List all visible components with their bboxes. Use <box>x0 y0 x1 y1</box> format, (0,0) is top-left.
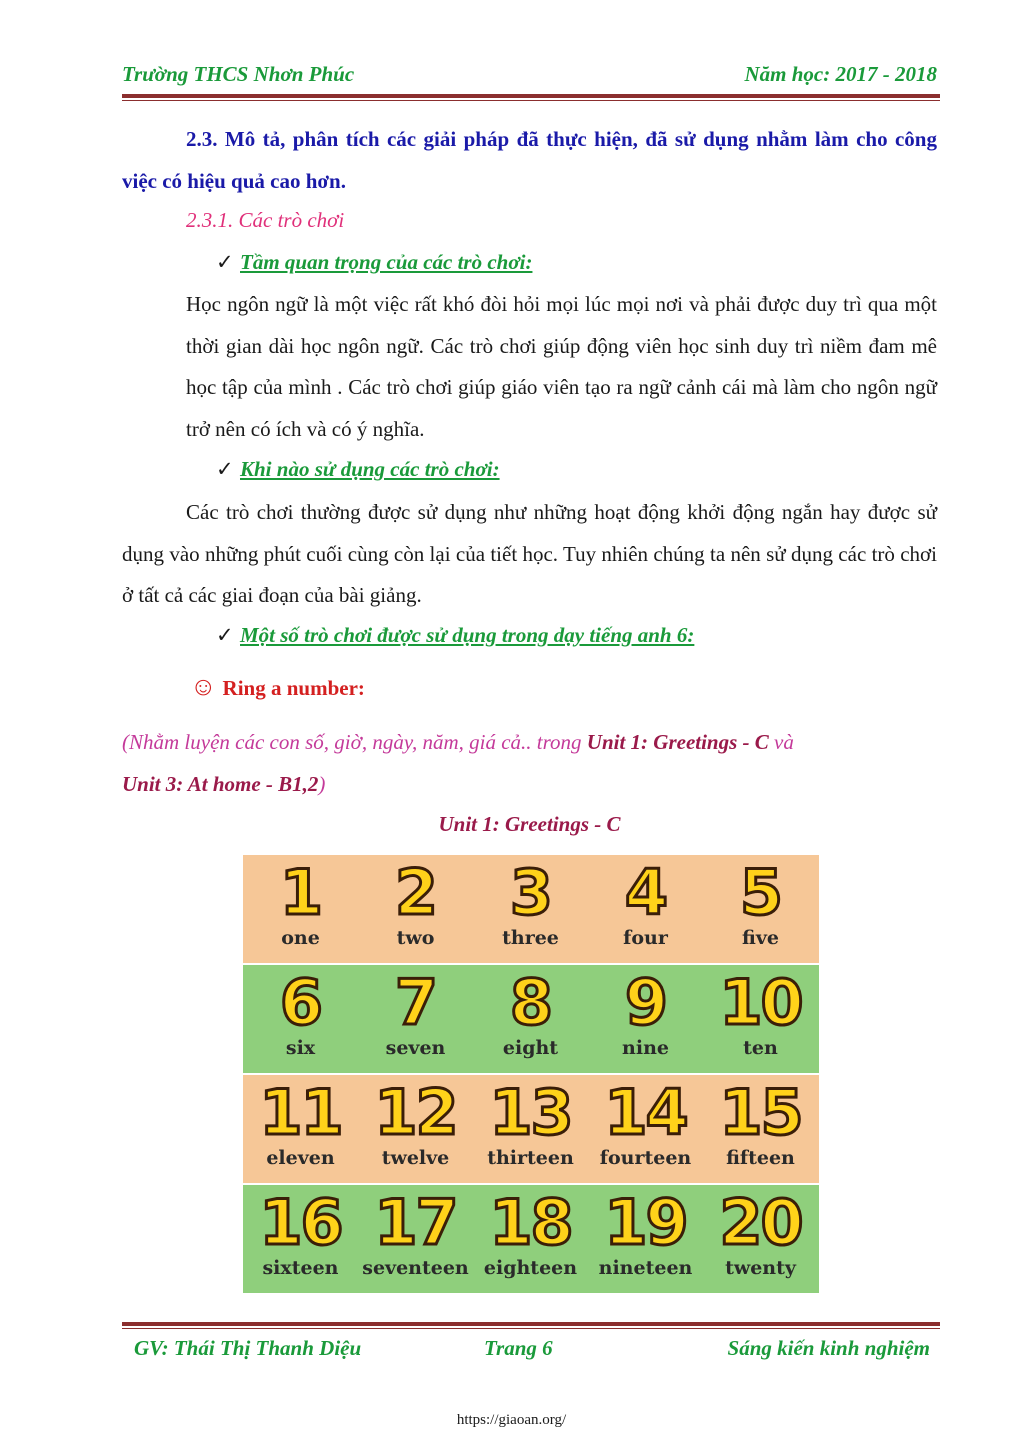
number-digit: 3 <box>509 856 552 929</box>
number-word: three <box>502 927 559 949</box>
number-word: four <box>623 927 668 949</box>
number-word: nineteen <box>598 1257 693 1279</box>
number-cell <box>358 1185 473 1293</box>
number-word: eleven <box>266 1147 335 1169</box>
number-cell <box>243 1185 358 1293</box>
number-word: six <box>285 1037 316 1059</box>
number-digit: 8 <box>509 966 552 1039</box>
number-cell <box>703 855 818 963</box>
header-rule <box>122 94 940 101</box>
page-header <box>122 62 937 92</box>
unit3-ref: Unit 3: At home - B1,2 <box>122 771 319 796</box>
source-url: https://giaoan.org/ <box>456 1412 567 1428</box>
number-digit: 13 <box>489 1076 572 1149</box>
document-type: Sáng kiến kinh nghiệm <box>727 1336 930 1360</box>
purpose-and: và <box>768 730 794 754</box>
number-cell <box>473 965 588 1073</box>
game-title <box>190 672 365 702</box>
number-cell <box>243 1075 358 1183</box>
number-digit: 10 <box>719 966 802 1039</box>
number-cell <box>358 855 473 963</box>
number-word: thirteen <box>487 1147 574 1169</box>
number-digit: 2 <box>394 856 437 929</box>
number-word: seventeen <box>362 1257 469 1279</box>
number-cell <box>243 965 358 1073</box>
number-cell <box>703 965 818 1073</box>
number-word: nine <box>622 1037 669 1059</box>
number-digit: 14 <box>604 1076 687 1149</box>
number-cell <box>588 965 703 1073</box>
school-name: Trường THCS Nhơn Phúc <box>122 62 355 86</box>
numbers-chart-image <box>243 852 819 1297</box>
number-word: seven <box>385 1037 446 1059</box>
item-label: Tầm quan trọng của các trò chơi: <box>240 250 533 274</box>
number-word: fourteen <box>599 1147 692 1169</box>
number-digit: 19 <box>604 1186 687 1259</box>
number-digit: 20 <box>719 1186 802 1259</box>
item-label: Khi nào sử dụng các trò chơi: <box>240 457 500 481</box>
number-word: ten <box>743 1037 778 1059</box>
number-word: five <box>742 927 779 949</box>
number-digit: 4 <box>624 856 667 929</box>
number-word: fifteen <box>726 1147 795 1169</box>
number-cell <box>473 1075 588 1183</box>
number-digit: 15 <box>719 1076 802 1149</box>
number-digit: 9 <box>624 966 667 1039</box>
number-digit: 17 <box>374 1186 457 1259</box>
number-word: eighteen <box>483 1257 578 1279</box>
checkmark-icon: ✓ <box>216 457 234 481</box>
number-digit: 12 <box>374 1076 457 1149</box>
number-cell <box>473 1185 588 1293</box>
number-cell <box>473 855 588 963</box>
checkmark-icon: ✓ <box>216 623 234 647</box>
number-cell <box>588 1075 703 1183</box>
number-cell <box>703 1075 818 1183</box>
section-heading: 2.3. Mô tả, phân tích các giải pháp đã thực hiện, đã sử dụng nhằm làm cho công việc có hiệu quả cao hơn. <box>122 127 937 193</box>
number-digit: 5 <box>739 856 782 929</box>
number-word: eight <box>502 1037 559 1059</box>
school-year: Năm học: 2017 - 2018 <box>744 62 937 86</box>
number-cell <box>358 1075 473 1183</box>
number-cell <box>588 855 703 963</box>
item-importance-text: Học ngôn ngữ là một việc rất khó đòi hỏi mọi lúc mọi nơi và phải được duy trì qua một thời gian dài học ngôn ngữ. Các trò chơi giúp động viên học sinh duy trì niềm đam mê học tập của mình . Các trò chơi giúp giáo viên tạo ra ngữ cảnh cái mà làm cho ngôn ngữ trở nên có ích và có ý nghĩa. <box>186 292 937 441</box>
unit1-ref: Unit 1: Greetings - C <box>586 730 769 754</box>
number-word: one <box>281 927 320 949</box>
game-title-text: Ring a number: <box>222 676 365 700</box>
section-subheading: 2.3.1. Các trò chơi <box>186 208 345 232</box>
footer-rule <box>122 1322 940 1329</box>
number-word: twenty <box>725 1257 796 1279</box>
purpose-close: ) <box>318 771 326 796</box>
item-when-to-use-text: Các trò chơi thường được sử dụng như những hoạt động khởi động ngắn hay được sử dụng vào những phút cuối cùng còn lại của tiết học. Tuy nhiên chúng ta nên sử dụng các trò chơi ở tất cả các giai đoạn của bài giảng. <box>122 500 937 607</box>
item-when-to-use <box>216 457 500 482</box>
number-word: sixteen <box>262 1257 339 1279</box>
item-label: Một số trò chơi được sử dụng trong dạy tiếng anh 6: <box>240 623 695 647</box>
number-cell <box>358 965 473 1073</box>
purpose-open: (Nhằm luyện các con số, giờ, ngày, năm, giá cả.. trong <box>122 730 587 754</box>
teacher-name: GV: Thái Thị Thanh Diệu <box>134 1336 362 1360</box>
item-games-list <box>216 623 694 648</box>
number-digit: 7 <box>394 966 437 1039</box>
number-digit: 1 <box>279 856 322 929</box>
number-digit: 11 <box>259 1076 342 1149</box>
smiley-icon: ☺ <box>190 672 217 701</box>
number-cell <box>588 1185 703 1293</box>
number-word: two <box>396 927 435 949</box>
number-cell <box>703 1185 818 1293</box>
figure-caption: Unit 1: Greetings - C <box>438 812 621 836</box>
item-importance <box>216 250 532 275</box>
number-word: twelve <box>381 1147 450 1169</box>
page-number: Trang 6 <box>484 1336 553 1360</box>
number-cell <box>243 855 358 963</box>
game-purpose <box>122 722 937 805</box>
number-digit: 16 <box>259 1186 342 1259</box>
number-digit: 6 <box>279 966 322 1039</box>
number-digit: 18 <box>489 1186 572 1259</box>
page-footer <box>134 1336 930 1366</box>
checkmark-icon: ✓ <box>216 250 234 274</box>
